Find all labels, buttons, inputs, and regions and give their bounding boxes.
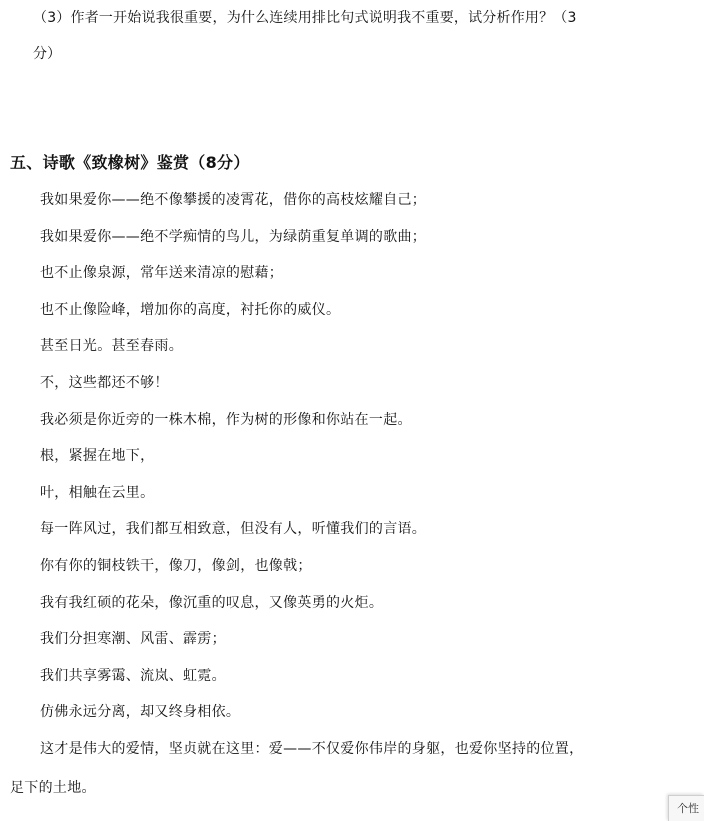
poem-line: 我如果爱你——绝不学痴情的鸟儿，为绿荫重复单调的歌曲； bbox=[40, 228, 427, 245]
question-3-text: （3）作者一开始说我很重要，为什么连续用排比句式说明我不重要，试分析作用？（3 bbox=[33, 10, 577, 26]
poem-line: 根，紧握在地下， bbox=[40, 448, 155, 465]
poem-line: 我必须是你近旁的一株木棉，作为树的形像和你站在一起。 bbox=[40, 411, 412, 428]
poem-line: 甚至日光。甚至春雨。 bbox=[40, 338, 183, 355]
poem-line: 每一阵风过，我们都互相致意，但没有人，听懂我们的言语。 bbox=[40, 521, 427, 538]
poem-line: 叶，相触在云里。 bbox=[40, 484, 155, 501]
poem-line: 不，这些都还不够！ bbox=[40, 374, 169, 391]
poem-line: 仿佛永远分离，却又终身相依。 bbox=[40, 704, 241, 721]
poem-line: 我们分担寒潮、风雷、霹雳； bbox=[40, 631, 226, 648]
poem-body bbox=[40, 190, 583, 776]
poem-line: 我有我红硕的花朵，像沉重的叹息，又像英勇的火炬。 bbox=[40, 594, 384, 611]
poem-line: 我们共享雾霭、流岚、虹霓。 bbox=[40, 667, 226, 684]
poem-line: 你有你的铜枝铁干，像刀，像剑，也像戟； bbox=[40, 557, 312, 574]
poem-line: 我如果爱你——绝不像攀援的凌霄花，借你的高枝炫耀自己； bbox=[40, 192, 427, 208]
poem-line: 也不止像泉源，常年送来清凉的慰藉； bbox=[40, 265, 284, 282]
personalize-button[interactable]: 个性 bbox=[668, 795, 704, 821]
question-3-continuation: 分） bbox=[33, 46, 61, 62]
poem-line: 也不止像险峰，增加你的高度，衬托你的威仪。 bbox=[40, 301, 341, 318]
poem-last-line: 足下的土地。 bbox=[10, 780, 96, 796]
poem-line: 这才是伟大的爱情，坚贞就在这里：爱——不仅爱你伟岸的身躯，也爱你坚持的位置， bbox=[40, 740, 584, 757]
section-title: 五、诗歌《致橡树》鉴赏（8分） bbox=[10, 153, 250, 172]
